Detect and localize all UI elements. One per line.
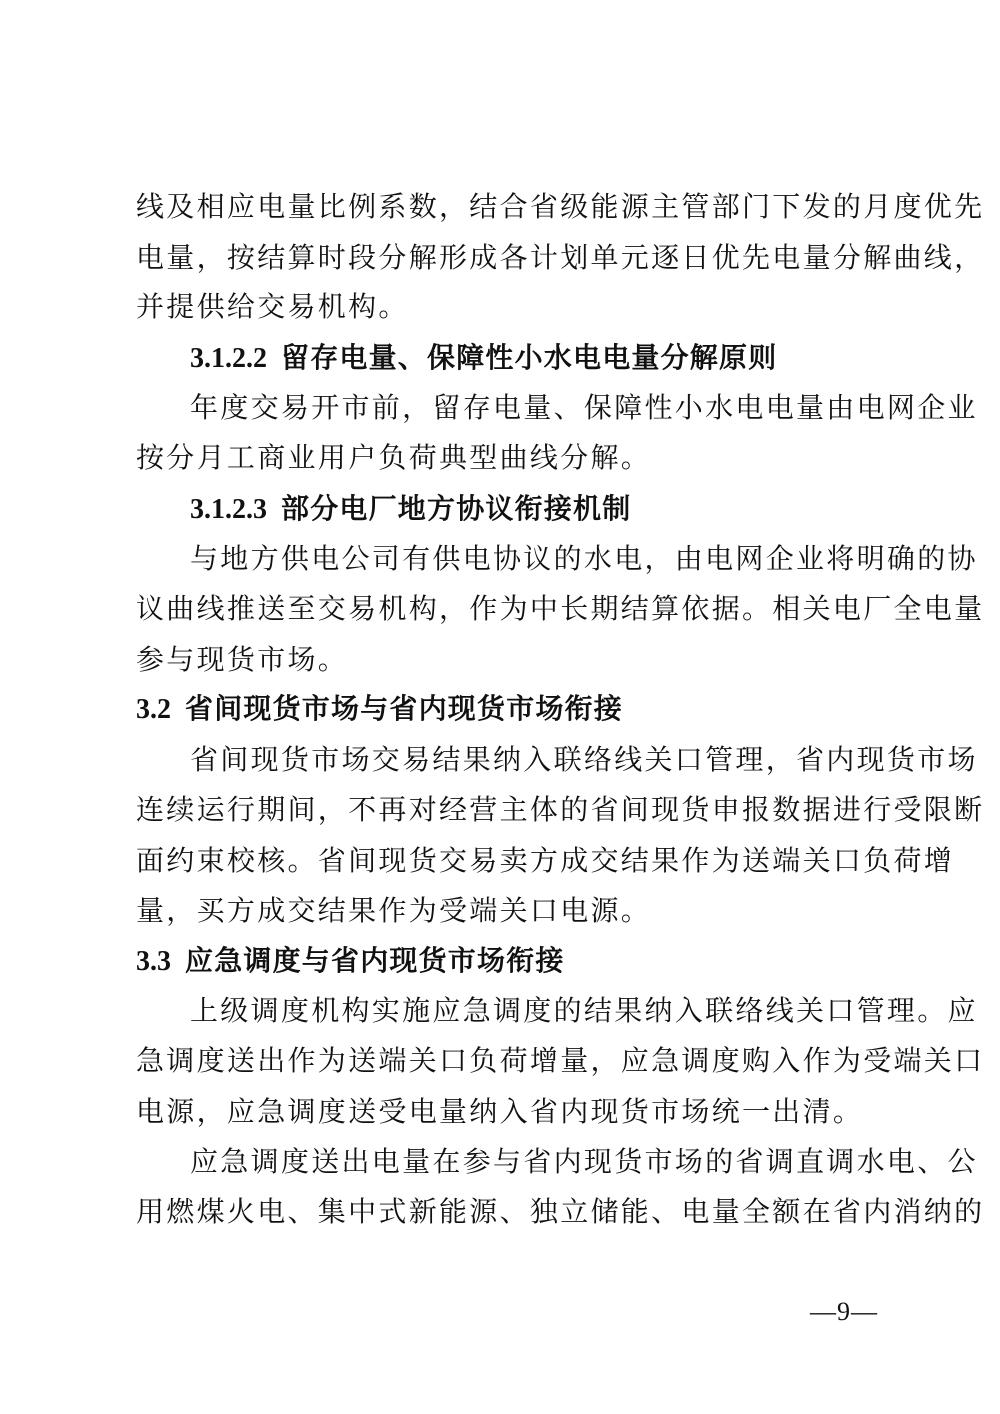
section-3-2-title: 省间现货市场与省内现货市场衔接: [185, 692, 624, 725]
paragraph-1-line-3: 并提供给交易机构。: [136, 290, 409, 323]
section-3-1-2-2-line-1: 年度交易开市前，留存电量、保障性小水电电量由电网企业: [190, 391, 978, 424]
paragraph-1-line-1: 线及相应电量比例系数，结合省级能源主管部门下发的月度优先: [136, 190, 985, 223]
page-number: —9—: [810, 1297, 878, 1326]
section-3-2-line-3: 面约束校核。省间现货交易卖方成交结果作为送端关口负荷增: [136, 844, 955, 877]
section-3-2-number: 3.2: [136, 694, 171, 725]
section-3-3-para-b-line-2: 用燃煤火电、集中式新能源、独立储能、电量全额在省内消纳的: [136, 1195, 985, 1228]
section-3-2-line-4: 量，买方成交结果作为受端关口电源。: [136, 894, 652, 927]
section-3-3-para-a-line-2: 急调度送出作为送端关口负荷增量，应急调度购入作为受端关口: [136, 1044, 985, 1077]
section-3-1-2-3-title: 部分电厂地方协议衔接机制: [281, 492, 632, 525]
section-3-2-line-1: 省间现货市场交易结果纳入联络线关口管理，省内现货市场: [190, 743, 978, 776]
section-3-1-2-2-title: 留存电量、保障性小水电电量分解原则: [281, 341, 778, 374]
section-3-2-heading: [136, 691, 876, 728]
section-3-1-2-3-line-2: 议曲线推送至交易机构，作为中长期结算依据。相关电厂全电量: [136, 592, 985, 625]
section-3-2-line-2: 连续运行期间，不再对经营主体的省间现货申报数据进行受限断: [136, 793, 985, 826]
section-3-3-para-a-line-3: 电源，应急调度送受电量纳入省内现货市场统一出清。: [136, 1095, 864, 1128]
section-3-3-para-a-line-1: 上级调度机构实施应急调度的结果纳入联络线关口管理。应: [190, 994, 978, 1027]
section-3-1-2-3-number: 3.1.2.3: [190, 494, 267, 525]
section-3-1-2-3-line-1: 与地方供电公司有供电协议的水电，由电网企业将明确的协: [190, 542, 978, 575]
paragraph-1-line-2: 电量，按结算时段分解形成各计划单元逐日优先电量分解曲线，: [136, 241, 985, 274]
section-3-3-title: 应急调度与省内现货市场衔接: [185, 944, 565, 977]
section-3-3-para-b-line-1: 应急调度送出电量在参与省内现货市场的省调直调水电、公: [190, 1145, 978, 1178]
section-3-3-number: 3.3: [136, 946, 171, 977]
section-3-1-2-3-heading: [190, 491, 876, 528]
section-3-3-heading: [136, 943, 876, 980]
section-3-1-2-2-heading: [190, 340, 876, 377]
section-3-1-2-2-line-2: 按分月工商业用户负荷典型曲线分解。: [136, 441, 652, 474]
section-3-1-2-2-number: 3.1.2.2: [190, 343, 267, 374]
section-3-1-2-3-line-3: 参与现货市场。: [136, 643, 349, 676]
